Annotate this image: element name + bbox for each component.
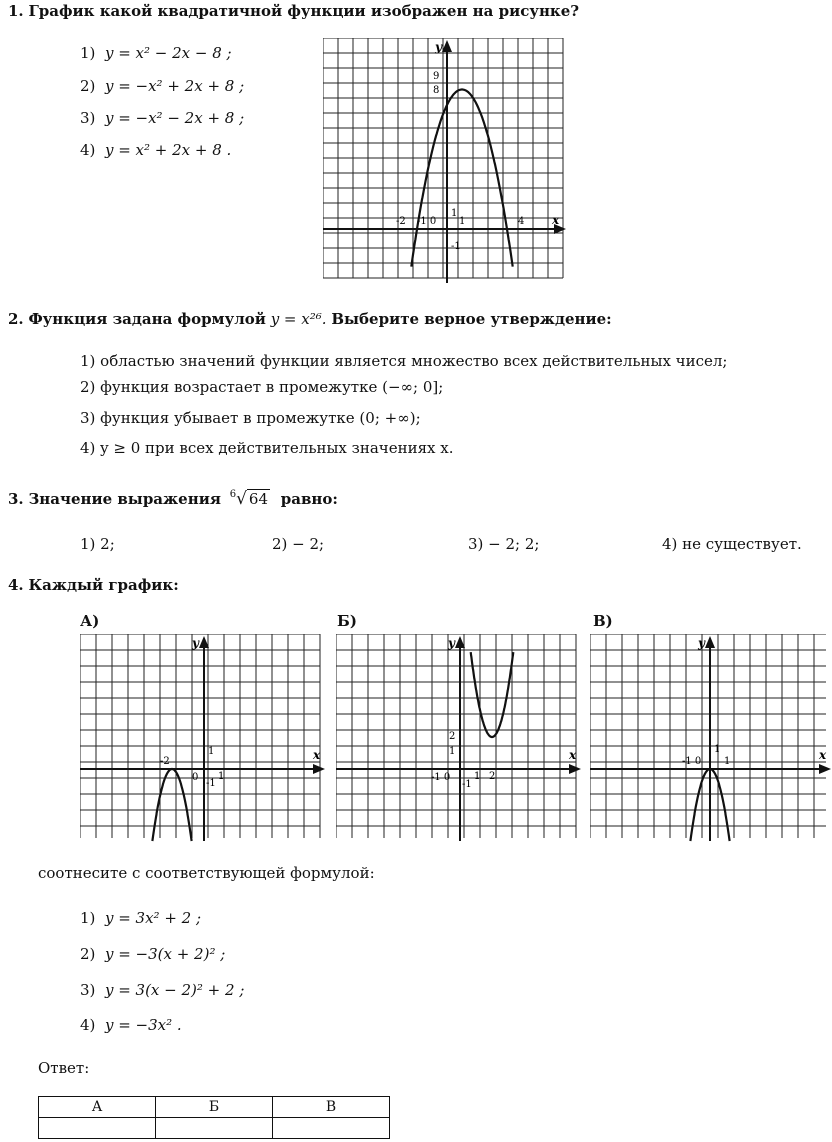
q3-option-1: 1) 2; — [80, 535, 115, 553]
graph-b-tick-ym1: -1 — [462, 779, 472, 790]
q3-option-4: 4) не существует. — [662, 535, 802, 553]
q1-heading — [8, 2, 579, 20]
q4-formula-4-text: y = −3x² . — [104, 1016, 182, 1034]
graph-a-grid — [80, 634, 320, 838]
answer-header-a: А — [39, 1097, 156, 1118]
q2-option-3: 3) функция убывает в промежутке (0; +∞); — [80, 409, 421, 427]
q4-heading — [8, 576, 179, 594]
q4-match-text: соотнесите с соответствующей формулой: — [38, 864, 375, 882]
graph-v-tick-y1: 1 — [714, 744, 721, 755]
q4-formula-2 — [80, 945, 225, 963]
q1-option-3 — [80, 109, 244, 127]
graph-v-tick-x1: 1 — [724, 756, 731, 767]
graph-b — [336, 634, 582, 842]
graph-b-tick-y2: 2 — [449, 731, 456, 742]
graph-a-label: А) — [80, 612, 100, 630]
graph-a — [80, 634, 326, 842]
graph-b-x-label: x — [569, 748, 577, 762]
q4-formula-2-number: 2) — [80, 945, 96, 963]
radical-icon: √ — [236, 489, 247, 509]
graph-v-label: В) — [593, 612, 613, 630]
graph-b-tick-x1: 1 — [474, 771, 481, 782]
graph-b-grid — [336, 634, 576, 838]
graph-b-label: Б) — [337, 612, 357, 630]
q3-heading — [8, 489, 338, 509]
graph-v-x-label: x — [819, 748, 827, 762]
graph-b-tick-y1: 1 — [449, 746, 456, 757]
answer-header-v: В — [273, 1097, 390, 1118]
q1-option-1-number: 1) — [80, 44, 96, 62]
graph-a-x-arrow-icon — [313, 764, 325, 774]
q4-number: 4. — [8, 576, 24, 594]
q1-number: 1. — [8, 2, 24, 20]
q3-number: 3. — [8, 490, 24, 508]
q4-formula-4 — [80, 1016, 182, 1034]
q1-y-label: y — [435, 40, 442, 54]
graph-b-y-label: y — [448, 636, 455, 650]
answer-header-row — [39, 1097, 390, 1118]
q3-text-b: равно: — [280, 490, 338, 508]
graph-a-parabola — [152, 769, 191, 841]
graph-v-y-arrow-icon — [705, 636, 715, 648]
graph-v-grid — [590, 634, 826, 838]
q1-tick-y1: 1 — [451, 208, 458, 219]
q1-option-4-formula: y = x² + 2x + 8 . — [104, 141, 232, 159]
answer-cell-b[interactable] — [156, 1118, 273, 1139]
q4-formula-1-text: y = 3x² + 2 ; — [104, 909, 202, 927]
q1-option-1-formula: y = x² − 2x − 8 ; — [104, 44, 232, 62]
graph-a-y-label: y — [192, 636, 199, 650]
q1-graph — [323, 38, 567, 283]
q2-option-1: 1) областью значений функции является множество всех действительных чисел; — [80, 352, 728, 370]
q4-formula-1 — [80, 909, 201, 927]
q4-formula-3-number: 3) — [80, 981, 96, 999]
q1-option-2 — [80, 77, 244, 95]
q1-option-3-number: 3) — [80, 109, 96, 127]
graph-b-tick-x2: 2 — [489, 771, 496, 782]
q1-option-2-number: 2) — [80, 77, 96, 95]
q1-text: График какой квадратичной функции изображен на рисунке? — [28, 2, 580, 20]
q2-heading — [8, 310, 612, 328]
q1-tick-9: 9 — [433, 71, 440, 82]
answer-input-row — [39, 1118, 390, 1139]
answer-cell-a[interactable] — [39, 1118, 156, 1139]
q4-formula-3 — [80, 981, 244, 999]
q1-option-4 — [80, 141, 231, 159]
q3-root-index: 6 — [229, 489, 237, 500]
q1-tick-xm2: -2 — [396, 216, 406, 227]
graph-b-x-arrow-icon — [569, 764, 581, 774]
graph-v-tick-xm1-origin: -1 0 — [682, 756, 702, 767]
q1-tick-ym1: -1 — [451, 241, 461, 252]
graph-a-tick-origin: 0 — [192, 772, 199, 783]
graph-a-x-label: x — [313, 748, 321, 762]
q2-option-4: 4) y ≥ 0 при всех действительных значениях x. — [80, 439, 454, 457]
q3-radicand: 64 — [248, 490, 268, 508]
q1-grid — [323, 38, 563, 278]
q1-tick-x4: 4 — [518, 216, 525, 227]
q1-option-4-number: 4) — [80, 141, 96, 159]
q2-text-b: Выберите верное утверждение: — [331, 310, 612, 328]
q2-number: 2. — [8, 310, 24, 328]
q3-text-a: Значение выражения — [28, 490, 221, 508]
q4-text: Каждый график: — [28, 576, 179, 594]
answer-cell-v[interactable] — [273, 1118, 390, 1139]
q1-tick-xm1-origin: -1 0 — [417, 216, 437, 227]
q4-formula-1-number: 1) — [80, 909, 96, 927]
q3-option-3: 3) − 2; 2; — [468, 535, 540, 553]
q1-option-2-formula: y = −x² + 2x + 8 ; — [104, 77, 245, 95]
q3-option-2: 2) − 2; — [272, 535, 325, 553]
q1-x-label: x — [552, 213, 560, 227]
graph-a-tick-x1: 1 — [218, 771, 225, 782]
graph-a-tick-y1: 1 — [208, 746, 215, 757]
graph-v-y-label: y — [698, 636, 705, 650]
graph-a-tick-ym1: -1 — [206, 778, 216, 789]
q1-option-3-formula: y = −x² − 2x + 8 ; — [104, 109, 245, 127]
q1-option-1 — [80, 44, 232, 62]
graph-a-tick-xm2: -2 — [160, 756, 170, 767]
q1-tick-x1: 1 — [459, 216, 466, 227]
graph-b-tick-xm1-origin: -1 0 — [431, 772, 451, 783]
q1-tick-8: 8 — [433, 85, 440, 96]
q4-formula-3-text: y = 3(x − 2)² + 2 ; — [104, 981, 245, 999]
q2-text-a: Функция задана формулой — [28, 310, 266, 328]
graph-v-x-arrow-icon — [819, 764, 831, 774]
q4-formula-2-text: y = −3(x + 2)² ; — [104, 945, 226, 963]
q4-formula-4-number: 4) — [80, 1016, 96, 1034]
graph-b-parabola — [471, 652, 514, 737]
q1-parabola — [411, 90, 512, 267]
answer-header-b: Б — [156, 1097, 273, 1118]
answer-label: Ответ: — [38, 1059, 90, 1077]
q2-option-2: 2) функция возрастает в промежутке (−∞; 0]; — [80, 378, 444, 396]
answer-table — [38, 1096, 390, 1139]
graph-v — [590, 634, 832, 842]
q2-formula: y = x²⁶. — [270, 310, 327, 328]
